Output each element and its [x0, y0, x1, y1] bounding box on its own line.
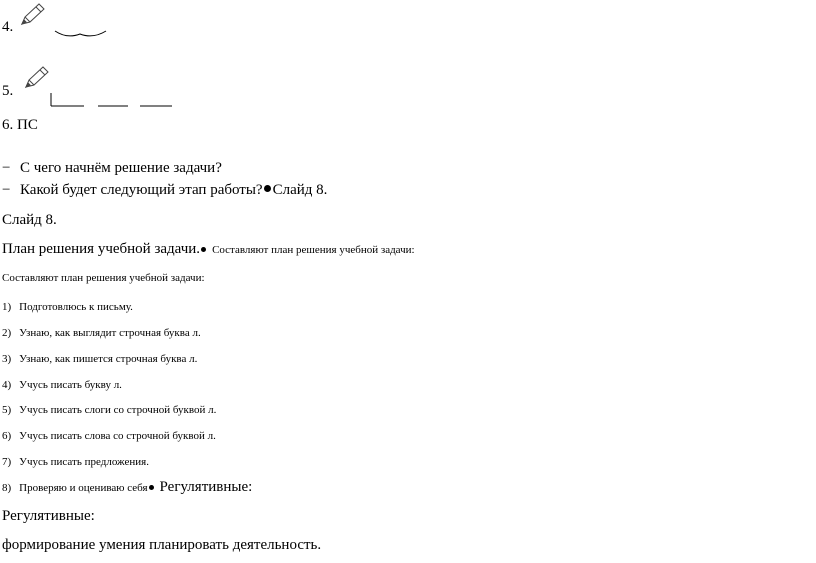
plan-step: [2, 375, 122, 393]
step-number: 2): [2, 327, 12, 339]
bullet-icon: [201, 247, 206, 252]
regulative-heading: Регулятивные:: [2, 508, 95, 524]
item-6-label: 6. ПС: [2, 117, 38, 133]
word-scheme-icon: [48, 92, 174, 108]
regulative-text: формирование умения планировать деятельность.: [2, 537, 322, 553]
plan-step: [2, 426, 216, 444]
item-4-label: 4.: [2, 19, 14, 35]
step-number: 5): [2, 404, 12, 416]
step-text: Учусь писать слова со строчной буквой л.: [19, 430, 216, 442]
plan-title: План решения учебной задачи.: [2, 241, 201, 257]
plan-step: [2, 323, 201, 341]
item-5-label: 5.: [2, 83, 14, 99]
step-text: Учусь писать слоги со строчной буквой л.: [19, 404, 217, 416]
plan-step: [2, 452, 149, 470]
question-1-text: С чего начнём решение задачи?: [20, 160, 222, 176]
plan-intro: Составляют план решения учебной задачи:: [2, 272, 205, 284]
step-text: Учусь писать предложения.: [19, 456, 149, 468]
plan-step: [2, 297, 133, 315]
step-number: 3): [2, 353, 12, 365]
question-1: [2, 160, 222, 177]
question-2: [2, 182, 327, 199]
pencil-icon: [18, 2, 46, 28]
step-text: Проверяю и оцениваю себя: [19, 482, 148, 494]
step-text: Учусь писать букву л.: [19, 379, 122, 391]
plan-title-note: Составляют план решения учебной задачи:: [212, 244, 415, 256]
dash-marker: −: [2, 182, 11, 198]
pencil-icon: [22, 65, 50, 91]
plan-step: [2, 400, 216, 418]
bullet-icon: [264, 185, 271, 192]
step-suffix: Регулятивные:: [159, 479, 253, 495]
step-number: 7): [2, 456, 12, 468]
word-scheme-icon: [54, 30, 108, 40]
step-number: 4): [2, 379, 12, 391]
question-2-suffix: Слайд 8.: [272, 182, 328, 198]
step-text: Узнаю, как пишется строчная буква л.: [19, 353, 198, 365]
question-2-text: Какой будет следующий этап работы?: [20, 182, 263, 198]
step-number: 6): [2, 430, 12, 442]
slide-heading: Слайд 8.: [2, 212, 57, 228]
step-text: Подготовлюсь к письму.: [19, 301, 133, 313]
step-number: 1): [2, 301, 12, 313]
plan-title-line: [2, 240, 415, 258]
step-number: 8): [2, 482, 12, 494]
bullet-icon: [149, 485, 154, 490]
plan-step: [2, 349, 197, 367]
step-text: Узнаю, как выглядит строчная буква л.: [19, 327, 201, 339]
dash-marker: −: [2, 160, 11, 176]
plan-step-8: [2, 478, 252, 496]
